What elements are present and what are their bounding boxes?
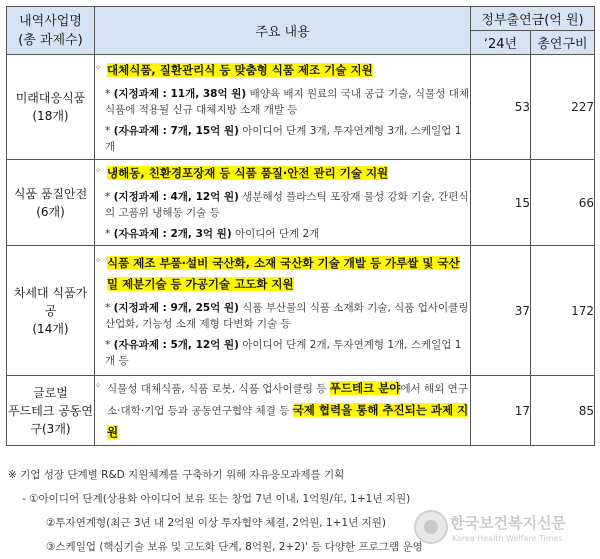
program-name-line: 구(3개)	[30, 421, 71, 436]
value-2024: 53	[471, 55, 531, 160]
watermark-title: 한국보건복지신문	[450, 514, 566, 532]
sub-item	[95, 123, 470, 155]
sub-label: (지정과제 : 11개, 38억 원)	[113, 87, 247, 100]
sub-text: 아이디어 단계 2개, 투자연계형 1개, 스케일업 1개 등	[105, 338, 462, 367]
footnote-item: - ①아이디어 단계(상용화 아이디어 보유 또는 창업 7년 이내, 1억원/年, 1+1년 지원)	[22, 493, 411, 505]
program-name-line: 미래대응식품	[15, 91, 86, 105]
table-row	[7, 246, 595, 376]
program-count: (14개)	[32, 321, 69, 336]
sub-item	[95, 300, 470, 332]
value-total: 66	[531, 160, 595, 246]
header-total: 총연구비	[531, 31, 595, 55]
bullet-icon: ◦	[95, 380, 102, 392]
program-content	[95, 376, 471, 446]
highlight-text: 국제 협력을 통해 추진되는 과제 지원	[107, 403, 469, 439]
header-program-line2: (총 과제수)	[18, 32, 83, 48]
asterisk-icon: *	[105, 228, 111, 240]
sub-text: 아이디어 단계 3개, 투자연계형 3개, 스케일업 1개	[105, 124, 462, 153]
watermark-logo-icon	[414, 510, 448, 544]
sub-item	[95, 86, 470, 118]
table-row	[7, 55, 595, 160]
sub-text: 생분해성 플라스틱 포장재 물성 강화 기술, 간편식의 고품위 냉해동 기술 등	[105, 191, 469, 219]
table-row	[7, 376, 595, 446]
program-name	[7, 55, 95, 160]
sub-label: (지정과제 : 4개, 12억 원)	[113, 191, 239, 203]
bullet-icon: ◦	[95, 254, 102, 267]
sub-label: (자유과제 : 7개, 15억 원)	[113, 124, 239, 137]
program-name-line: 식품 품질안전	[13, 186, 88, 201]
program-content	[95, 55, 471, 160]
highlight-text: 대체식품, 질환관리식 등 맞춤형 식품 제조 기술 지원	[107, 62, 373, 77]
asterisk-icon: *	[105, 338, 111, 351]
program-count: (6개)	[36, 204, 65, 219]
sub-item	[95, 226, 470, 242]
sub-item	[95, 337, 470, 369]
sub-text: 식품 부산물의 식품 소재화 기술, 식품 업사이클링 산업화, 기능성 소재 제형 다변화 기술 등	[105, 301, 469, 330]
watermark	[414, 506, 594, 554]
program-name-line: 공	[44, 303, 57, 318]
highlight-text: 냉해동, 친환경포장재 등 식품 품질·안전 관리 기술 지원	[107, 166, 389, 180]
bullet-icon: ◦	[95, 61, 102, 74]
value-total: 227	[531, 55, 595, 160]
header-funding: 정부출연금(억 원)	[471, 7, 595, 31]
footnote-main: ※ 기업 성장 단계별 R&D 지원체계를 구축하기 위해 자유응모과제를 기획	[8, 469, 345, 481]
sub-label: (자유과제 : 2개, 3억 원)	[113, 228, 232, 240]
program-count: (18개)	[32, 109, 69, 123]
header-program	[7, 7, 95, 55]
plain-text: 에서 해외 연구소·대학·기업 등과 공동연구협약 체결 등	[107, 383, 468, 417]
asterisk-icon: *	[105, 191, 111, 203]
value-total: 172	[531, 246, 595, 376]
footnote-item: ③스케일업 (핵심기술 보유 및 고도화 단계, 8억원, 2+2)' 등 다양한 프로그램 운영	[46, 541, 423, 553]
header-2024: ‘24년	[471, 31, 531, 55]
sub-text: 아이디어 단계 2개	[231, 228, 320, 240]
footnote-item: ②투자연계형(최근 3년 내 2억원 이상 투자협약 체결, 2억원, 1+1년 지원)	[46, 517, 386, 529]
sub-label: (지정과제 : 9개, 25억 원)	[113, 301, 239, 314]
program-name-line: 글로벌	[33, 385, 68, 400]
program-content	[95, 160, 471, 246]
program-name	[7, 246, 95, 376]
highlight-text: 푸드테크 분야	[329, 381, 401, 395]
watermark-subtitle: Korea Health Welfare Times	[452, 534, 563, 543]
header-content: 주요 내용	[95, 7, 471, 55]
table-row	[7, 160, 595, 246]
program-name-line: 푸드테크 공동연	[8, 403, 93, 418]
value-2024: 15	[471, 160, 531, 246]
highlight-text: 식품 제조 부품·설비 국산화, 소재 국산화 기술 개발 등 가루쌀 및 국산밀 제분기술 등 가공기술 고도화 지원	[107, 255, 460, 291]
program-name	[7, 160, 95, 246]
sub-text: 배양육 배지 원료의 국내 공급 기술, 식물성 대체식품에 적용될 신규 대체지방 소재 개발 등	[105, 87, 469, 116]
asterisk-icon: *	[105, 87, 111, 100]
value-2024: 37	[471, 246, 531, 376]
program-name-line: 차세대 식품가	[13, 285, 88, 300]
plain-text: 식물성 대체식품, 식품 로봇, 식품 업사이클링 등	[107, 383, 330, 395]
program-name	[7, 376, 95, 446]
value-2024: 17	[471, 376, 531, 446]
value-total: 85	[531, 376, 595, 446]
bullet-icon: ◦	[95, 165, 102, 177]
sub-item	[95, 189, 470, 221]
header-program-line1: 내역사업명	[19, 13, 82, 29]
program-content	[95, 246, 471, 376]
asterisk-icon: *	[105, 301, 111, 314]
asterisk-icon: *	[105, 124, 111, 137]
funding-table	[6, 6, 595, 446]
sub-label: (자유과제 : 5개, 12억 원)	[113, 338, 239, 351]
